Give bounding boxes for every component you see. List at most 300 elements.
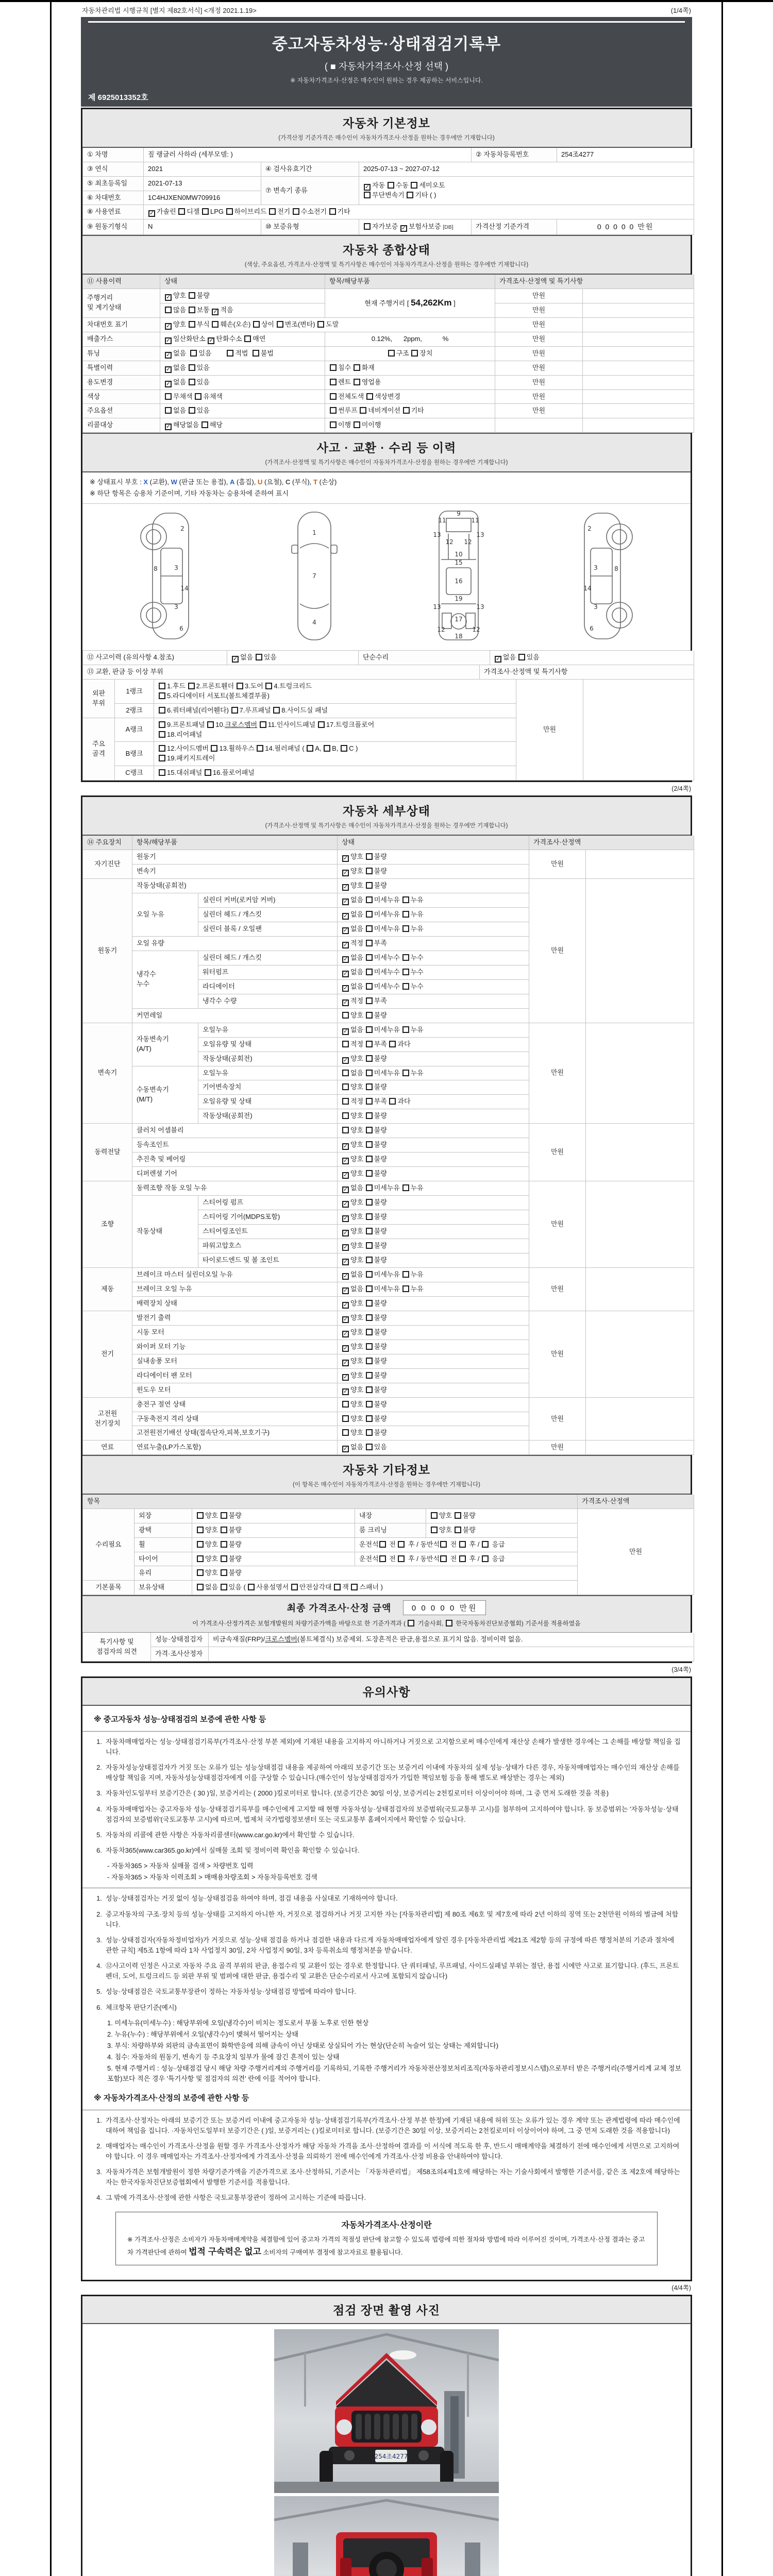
checkbox[interactable] [402, 1026, 409, 1033]
checkbox-checked[interactable] [342, 1028, 349, 1035]
notice-title: 유의사항 [362, 1685, 411, 1699]
table-cell: 변속기 [132, 864, 338, 878]
checkbox[interactable] [244, 335, 251, 342]
checkbox[interactable] [402, 983, 409, 990]
checkbox-checked[interactable] [165, 352, 172, 359]
checkbox[interactable] [431, 1512, 438, 1519]
checkbox[interactable] [159, 755, 165, 761]
checkbox[interactable] [398, 1555, 405, 1562]
checkbox[interactable] [366, 868, 373, 874]
db-tag: [DB] [443, 224, 453, 231]
checkbox[interactable] [329, 208, 336, 215]
checkbox[interactable] [265, 683, 272, 689]
table-cell: 라디에이터 [198, 979, 338, 994]
table-cell: 작동상태(공회전) [132, 878, 338, 893]
notice-item-text: 자동차성능상태점검자가 거짓 또는 오류가 있는 성능상태점검 내용을 제공하여 아래의 보증기간 또는 보증거리 이내에 자동차의 실제 성능·상태가 다른 경우, 자동차매매업자는 매수인의 재산상 손해를 배상할 책임을 지며, 자동차성능상태점검자에게 이를 구상할 수 있습니다.(매수인이 성능상태점검자가 가입한 책임보험 등을 통해 별도로 배상받는 경우는 제외) [106, 1764, 680, 1782]
table-cell [586, 1311, 694, 1397]
checkbox[interactable] [366, 1098, 373, 1105]
svg-text:2: 2 [180, 525, 184, 533]
checkbox[interactable] [366, 1242, 373, 1249]
checkbox-checked[interactable] [342, 1273, 349, 1280]
checkbox[interactable] [221, 1569, 227, 1576]
checkbox[interactable] [366, 940, 373, 946]
checkbox-checked[interactable] [342, 1287, 349, 1294]
checkbox[interactable] [389, 1041, 396, 1047]
detail-state-table [82, 836, 691, 1455]
checkbox-checked[interactable] [342, 999, 349, 1006]
checkbox[interactable] [277, 321, 283, 328]
checkbox[interactable] [366, 1213, 373, 1220]
table-cell: 워터펌프 [198, 965, 338, 979]
checkbox[interactable] [165, 393, 172, 400]
checkbox-checked[interactable] [400, 225, 407, 232]
notice-item-number: 4. [96, 1962, 102, 1970]
checkbox[interactable] [446, 1620, 452, 1626]
checkbox[interactable] [366, 1314, 373, 1321]
checkbox[interactable] [518, 654, 525, 660]
checkbox[interactable] [366, 1415, 373, 1422]
checkbox-checked[interactable] [342, 985, 349, 992]
checkbox[interactable] [189, 379, 195, 385]
checkbox[interactable] [342, 1401, 349, 1408]
checkbox[interactable] [366, 1127, 373, 1133]
checkbox-checked[interactable] [342, 1374, 349, 1381]
table-cell [209, 1647, 694, 1662]
table-cell: 1C4HJXEN0MW709916 [144, 191, 261, 205]
table-cell: 양호 불량 [426, 1523, 578, 1537]
checkbox-checked[interactable] [342, 1388, 349, 1395]
checkbox[interactable] [388, 182, 394, 189]
table-cell: 실내송풍 모터 [132, 1354, 338, 1368]
checkbox-checked[interactable] [342, 956, 349, 963]
checkbox[interactable] [366, 896, 373, 903]
checkbox[interactable] [402, 911, 409, 918]
checkbox[interactable] [330, 364, 337, 371]
checkbox[interactable] [366, 983, 373, 990]
checkbox-checked[interactable] [342, 884, 349, 891]
table-cell [586, 850, 694, 878]
table-cell: 원동기 [83, 878, 132, 1023]
checkbox[interactable] [189, 364, 195, 371]
checkbox[interactable] [366, 1083, 373, 1090]
table-row [83, 1311, 694, 1325]
checkbox[interactable] [159, 731, 165, 738]
checkbox-checked[interactable] [342, 1158, 349, 1164]
table-cell [586, 878, 694, 1023]
notice-item [92, 1845, 681, 1856]
checkbox[interactable] [366, 1199, 373, 1206]
document-header [81, 17, 692, 107]
checkbox[interactable] [366, 969, 373, 975]
table-cell: 만원 [529, 1397, 586, 1440]
table-cell: 동력조향 작동 오일 누유 [132, 1181, 338, 1195]
notice-item [92, 1762, 681, 1783]
checkbox[interactable] [366, 1228, 373, 1234]
table-cell: 자기진단 [83, 850, 132, 878]
checkbox[interactable] [342, 1112, 349, 1119]
checkbox[interactable] [269, 208, 276, 215]
checkbox-checked[interactable] [212, 309, 219, 315]
table-cell: 이행 미이행 [325, 418, 495, 433]
checkbox[interactable] [330, 407, 337, 414]
checkbox-checked[interactable] [342, 870, 349, 876]
checkbox[interactable] [366, 1055, 373, 1062]
checkbox[interactable] [211, 745, 217, 752]
checkbox[interactable] [366, 1012, 373, 1019]
price-survey-info-text: ※ 가격조사·산정은 소비자가 자동차매매계약을 체결함에 있어 중고차 가격의 적절성 판단에 참고할 수 있도록 법령에 의한 절차와 방법에 따라 이루어진 것이며, 가격조사·산정 결과는 중고차 가격판단에 관하여 법적 구속력은 없고 소비자의 구매여부 결정에 참고자료로 활용됩니다. [127, 2235, 645, 2257]
photo-area [82, 2324, 691, 2576]
table-cell: 구조 장치 [325, 346, 495, 361]
table-cell: 15.대쉬패널 16.플로어패널 [154, 766, 516, 781]
checkbox-checked[interactable] [342, 927, 349, 934]
checkbox[interactable] [431, 1527, 438, 1533]
table-cell: 양호 불량 [338, 1412, 529, 1426]
checkbox[interactable] [227, 350, 233, 357]
table-cell: 라디에이터 팬 모터 [132, 1368, 338, 1383]
table-cell: ✓ 양호 불량 [338, 1368, 529, 1383]
checkbox[interactable] [366, 1141, 373, 1148]
table-cell: 변속기 [83, 1023, 132, 1123]
checkbox-checked[interactable] [342, 899, 349, 905]
checkbox[interactable] [403, 407, 410, 414]
checkbox[interactable] [159, 683, 165, 689]
checkbox-checked[interactable] [342, 1201, 349, 1208]
svg-text:14: 14 [583, 585, 592, 592]
checkbox-checked[interactable] [208, 337, 214, 344]
checkbox[interactable] [189, 307, 195, 313]
checkbox[interactable] [342, 1098, 349, 1105]
table-cell: 오일 유량 [132, 936, 338, 951]
checkbox[interactable] [221, 1512, 227, 1519]
checkbox[interactable] [402, 925, 409, 932]
table-cell: ✓ 양호 불량 [338, 1152, 529, 1166]
checkbox[interactable] [212, 321, 219, 328]
checkbox[interactable] [354, 421, 360, 428]
checkbox-checked[interactable] [342, 1302, 349, 1309]
table-cell: ✓ 양호 불량 [338, 1383, 529, 1397]
checkbox-checked[interactable] [165, 366, 172, 373]
table-cell: 현재 주행거리 [ 54,262Km ] [325, 289, 495, 317]
checkbox[interactable] [197, 1569, 204, 1576]
checkbox[interactable] [366, 997, 373, 1004]
checkbox[interactable] [342, 1012, 349, 1019]
checkbox[interactable] [411, 182, 417, 189]
checkbox[interactable] [366, 1285, 373, 1292]
comprehensive-subtitle: (색상, 주요옵션, 가격조사·산정액 및 특기사항은 매수인이 자동차가격조사·산정을 원하는 경우에만 기재합니다) [244, 261, 529, 268]
checkbox-checked[interactable] [232, 656, 239, 663]
checkbox[interactable] [366, 1343, 373, 1350]
checkbox[interactable] [260, 721, 266, 728]
table-cell: 작동상태 [132, 1195, 198, 1267]
table-cell: 가격·조사산정자 [151, 1647, 209, 1662]
checkbox-checked[interactable] [342, 1244, 349, 1251]
checkbox-checked[interactable] [495, 656, 501, 663]
checkbox[interactable] [459, 1555, 466, 1562]
accident-subtitle: (가격조사·산정액 및 특기사항은 매수인이 자동차가격조사·산정을 원하는 경우에만 기재합니다) [265, 460, 508, 466]
checkbox[interactable] [237, 683, 243, 689]
table-cell: ⑨ 원동기형식 [83, 219, 144, 234]
checkbox[interactable] [482, 1555, 489, 1562]
accident-band [82, 433, 691, 472]
table-cell: ✓ 일산화탄소 ✓탄화수소 매연 [160, 332, 325, 346]
checkbox-checked[interactable] [342, 1230, 349, 1236]
checkbox[interactable] [197, 1527, 204, 1533]
checkbox[interactable] [307, 745, 313, 752]
checkbox-checked[interactable] [342, 1331, 349, 1337]
checkbox[interactable] [159, 692, 165, 699]
status-code-legend: ※ 상태표시 부호 : X (교환), W (판금 또는 용접), A (흠집), U (요철), C (부식), T (손상) [90, 478, 337, 486]
checkbox[interactable] [330, 393, 337, 400]
checkbox[interactable] [366, 1156, 373, 1162]
table-row [83, 176, 694, 191]
table-cell: 튜닝 [83, 346, 160, 361]
checkbox[interactable] [366, 853, 373, 860]
table-cell [586, 1181, 694, 1267]
checkbox[interactable] [330, 379, 337, 385]
checkbox[interactable] [189, 407, 195, 414]
checkbox[interactable] [190, 350, 197, 357]
checkbox[interactable] [273, 707, 280, 714]
etc-title: 자동차 기타정보 [343, 1463, 430, 1477]
checkbox-checked[interactable] [148, 210, 155, 217]
checkbox[interactable] [366, 1372, 373, 1379]
checkbox[interactable] [388, 350, 395, 357]
checkbox[interactable] [334, 1584, 341, 1590]
checkbox[interactable] [366, 1257, 373, 1263]
checkbox[interactable] [195, 393, 201, 400]
table-cell: 1랭크 [115, 680, 154, 703]
table-cell: 스티어링조인트 [198, 1224, 338, 1239]
checkbox[interactable] [253, 321, 260, 328]
table-row [83, 651, 694, 665]
checkbox[interactable] [178, 208, 185, 215]
table-cell: 구동축전지 격리 상태 [132, 1412, 338, 1426]
checkbox[interactable] [402, 969, 409, 975]
checkbox[interactable] [459, 1541, 466, 1548]
checkbox[interactable] [197, 1541, 204, 1548]
table-cell: 비금속재질(FRP)/크로스멤버(볼트체결식) 보증제외. 도장흔적은 판금,용접으로 표기치 않음. 정비이력 없음. [209, 1633, 694, 1647]
table-cell: ✓양호 불량 [160, 289, 325, 303]
checkbox[interactable] [293, 208, 299, 215]
table-cell: ✓ 없음 미세누유 누유 [338, 893, 529, 907]
checkbox[interactable] [364, 223, 371, 230]
checkbox[interactable] [248, 1584, 255, 1590]
checkbox-checked[interactable] [342, 1172, 349, 1179]
notice-item-text: 성능·상태점검자(자동차정비업자)가 거짓으로 성능·상태 점검을 하거나 점검한 내용과 다르게 자동차매매업자에게 알린 경우 [자동차관리법 제21조 제2항 등의 규정에 따른 행정처분의 기준과 절차에 관한 규칙] 제5조 1항에 따라 1차 사업정지 30일, 2차 사업정지 90일, 3차 등록취소의 행정처분을 받습니다. [106, 1936, 675, 1954]
checkbox[interactable] [379, 1555, 386, 1562]
checkbox[interactable] [197, 1555, 204, 1562]
checkbox-checked[interactable] [342, 1187, 349, 1193]
checkbox[interactable] [366, 1041, 373, 1047]
table-row [83, 1267, 694, 1282]
checkbox-checked[interactable] [342, 1345, 349, 1352]
table-cell: 유리 [135, 1566, 192, 1581]
checkbox[interactable] [408, 1620, 414, 1626]
panel-header-inner [82, 665, 694, 680]
checkbox[interactable] [159, 769, 165, 776]
checkbox[interactable] [354, 364, 360, 371]
table-cell: 6.쿼터패널(리어휀다) 7.루프패널 8.사이드실 패널 [154, 703, 516, 718]
checkbox[interactable] [318, 721, 325, 728]
table-cell: B랭크 [115, 742, 154, 766]
checkbox[interactable] [366, 1358, 373, 1364]
checkbox[interactable] [197, 1512, 204, 1519]
checkbox[interactable] [221, 1555, 227, 1562]
checkbox[interactable] [366, 1170, 373, 1177]
svg-text:1: 1 [312, 529, 316, 537]
checkbox[interactable] [455, 1527, 461, 1533]
checkbox-checked[interactable] [342, 1215, 349, 1222]
checkbox[interactable] [482, 1541, 489, 1548]
checkbox[interactable] [291, 1584, 298, 1590]
table-cell: 만원 [495, 361, 583, 375]
checkbox-checked[interactable] [165, 294, 172, 301]
checkbox[interactable] [366, 393, 373, 400]
checkbox[interactable] [342, 1415, 349, 1422]
page-marker-2: (2/4쪽) [671, 785, 691, 792]
checkbox[interactable] [366, 1444, 373, 1450]
checkbox[interactable] [366, 911, 373, 918]
checkbox-checked[interactable] [364, 184, 371, 191]
checkbox[interactable] [189, 321, 195, 328]
checkbox[interactable] [366, 1184, 373, 1191]
table-cell: 항목 [83, 1495, 578, 1509]
checkbox[interactable] [366, 1300, 373, 1307]
notice-item-text: 자동차매매업자는 중고자동차 성능·상태점검기록부를 매수인에게 고지할 때 현행 자동차성능·상태점검자의 보증범위(국토교통부 고시)를 첨부하여 고지하여야 합니다. 동 보증범위는 '자동차성능·상태점검자의 보증범위'(국토교통부 고시)에 따르며, 법제처 국가법령정보센터 또는 국토교통부 홈페이지에서 확인할 수 있습니다. [106, 1805, 679, 1823]
table-cell: ✓ 없음 미세누유 누유 [338, 907, 529, 922]
checkbox[interactable] [440, 1555, 447, 1562]
checkbox[interactable] [366, 1026, 373, 1033]
table-cell: 주행거리 및 계기상태 [83, 289, 160, 317]
checkbox[interactable] [366, 1386, 373, 1393]
checkbox-checked[interactable] [165, 423, 172, 430]
checkbox[interactable] [440, 1541, 447, 1548]
checkbox[interactable] [165, 307, 172, 313]
checkbox[interactable] [366, 1271, 373, 1278]
checkbox-checked[interactable] [165, 323, 172, 330]
checkbox[interactable] [324, 745, 330, 752]
table-cell: 렌트 영업용 [325, 375, 495, 389]
checkbox-checked[interactable] [342, 1259, 349, 1265]
checkbox[interactable] [257, 745, 263, 752]
checkbox-checked[interactable] [342, 1143, 349, 1150]
checkbox[interactable] [366, 1429, 373, 1436]
checkbox[interactable] [366, 1112, 373, 1119]
checkbox[interactable] [221, 1527, 227, 1533]
checkbox[interactable] [205, 769, 211, 776]
checkbox[interactable] [256, 654, 262, 660]
checkbox-checked[interactable] [165, 381, 172, 387]
notice-item [92, 2115, 681, 2136]
checkbox-checked[interactable] [342, 1360, 349, 1366]
checkbox[interactable] [159, 745, 165, 752]
checkbox[interactable] [407, 192, 413, 198]
table-cell: 와이퍼 모터 기능 [132, 1340, 338, 1354]
svg-text:11: 11 [438, 517, 446, 524]
checkbox-checked[interactable] [342, 1446, 349, 1452]
checkbox[interactable] [360, 407, 366, 414]
checkbox[interactable] [221, 1584, 227, 1590]
svg-text:3: 3 [174, 603, 178, 611]
checkbox[interactable] [342, 1429, 349, 1436]
checkbox[interactable] [317, 321, 324, 328]
checkbox-checked[interactable] [165, 337, 172, 344]
table-cell: 충전구 절연 상태 [132, 1397, 338, 1412]
checkbox[interactable] [402, 896, 409, 903]
checkbox[interactable] [402, 1271, 409, 1278]
checkbox-checked[interactable] [342, 1316, 349, 1323]
checkbox[interactable] [398, 1541, 405, 1548]
svg-text:9: 9 [457, 510, 461, 518]
checkbox[interactable] [341, 745, 347, 752]
checkbox[interactable] [379, 1541, 386, 1548]
table-cell: 외장 [135, 1509, 192, 1523]
checkbox[interactable] [342, 1041, 349, 1047]
checkbox[interactable] [342, 1127, 349, 1133]
checkbox[interactable] [207, 721, 214, 728]
checkbox[interactable] [342, 1083, 349, 1090]
checkbox[interactable] [159, 721, 165, 728]
checkbox[interactable] [366, 954, 373, 961]
checkbox-checked[interactable] [342, 913, 349, 920]
checkbox[interactable] [330, 421, 337, 428]
table-cell [583, 289, 694, 303]
checkbox[interactable] [221, 1541, 227, 1548]
checkbox[interactable] [188, 683, 195, 689]
checkbox[interactable] [402, 1070, 409, 1076]
checkbox[interactable] [165, 407, 172, 414]
table-cell: 2랭크 [115, 703, 154, 718]
checkbox[interactable] [354, 379, 360, 385]
checkbox[interactable] [366, 1329, 373, 1335]
checkbox[interactable] [366, 1401, 373, 1408]
checkbox[interactable] [455, 1512, 461, 1519]
checkbox[interactable] [231, 707, 238, 714]
checkbox-checked[interactable] [342, 855, 349, 862]
table-cell: ✓ 없음 미세누수 누수 [338, 951, 529, 965]
checkbox-checked[interactable] [342, 971, 349, 977]
checkbox-checked[interactable] [342, 1057, 349, 1064]
checkbox[interactable] [253, 350, 259, 357]
checkbox[interactable] [402, 954, 409, 961]
checkbox[interactable] [402, 1285, 409, 1292]
checkbox[interactable] [197, 1584, 204, 1590]
checkbox[interactable] [202, 208, 209, 215]
checkbox[interactable] [226, 208, 233, 215]
checkbox[interactable] [366, 925, 373, 932]
checkbox[interactable] [366, 1070, 373, 1076]
table-cell: 만원 [495, 375, 583, 389]
checkbox[interactable] [189, 292, 195, 299]
table-cell: ✓ 없음 미세누유 누유 [338, 922, 529, 936]
checkbox[interactable] [201, 421, 208, 428]
checkbox[interactable] [389, 1098, 396, 1105]
notice-item-text: 자동차인도일부터 보증기간은 ( 30 )일, 보증거리는 ( 2000 )킬로미터로 합니다. (보증기간은 30일 이상, 보증거리는 2천킬로미터 이상이어야 하며, 그 중 먼저 도래한 것을 적용) [106, 1789, 609, 1798]
table-cell: ✓ 없음 있음 [160, 375, 325, 389]
checkbox[interactable] [159, 707, 165, 714]
svg-text:12: 12 [445, 538, 453, 546]
checkbox[interactable] [364, 192, 371, 198]
table-cell: 윈도우 모터 [132, 1383, 338, 1397]
table-cell: 양호 불량 [338, 1123, 529, 1138]
checkbox[interactable] [342, 1070, 349, 1076]
checkbox[interactable] [351, 1584, 358, 1590]
checkbox[interactable] [402, 1184, 409, 1191]
checkbox-checked[interactable] [342, 942, 349, 948]
table-row [83, 375, 694, 389]
checkbox[interactable] [411, 350, 418, 357]
checkbox[interactable] [366, 882, 373, 889]
